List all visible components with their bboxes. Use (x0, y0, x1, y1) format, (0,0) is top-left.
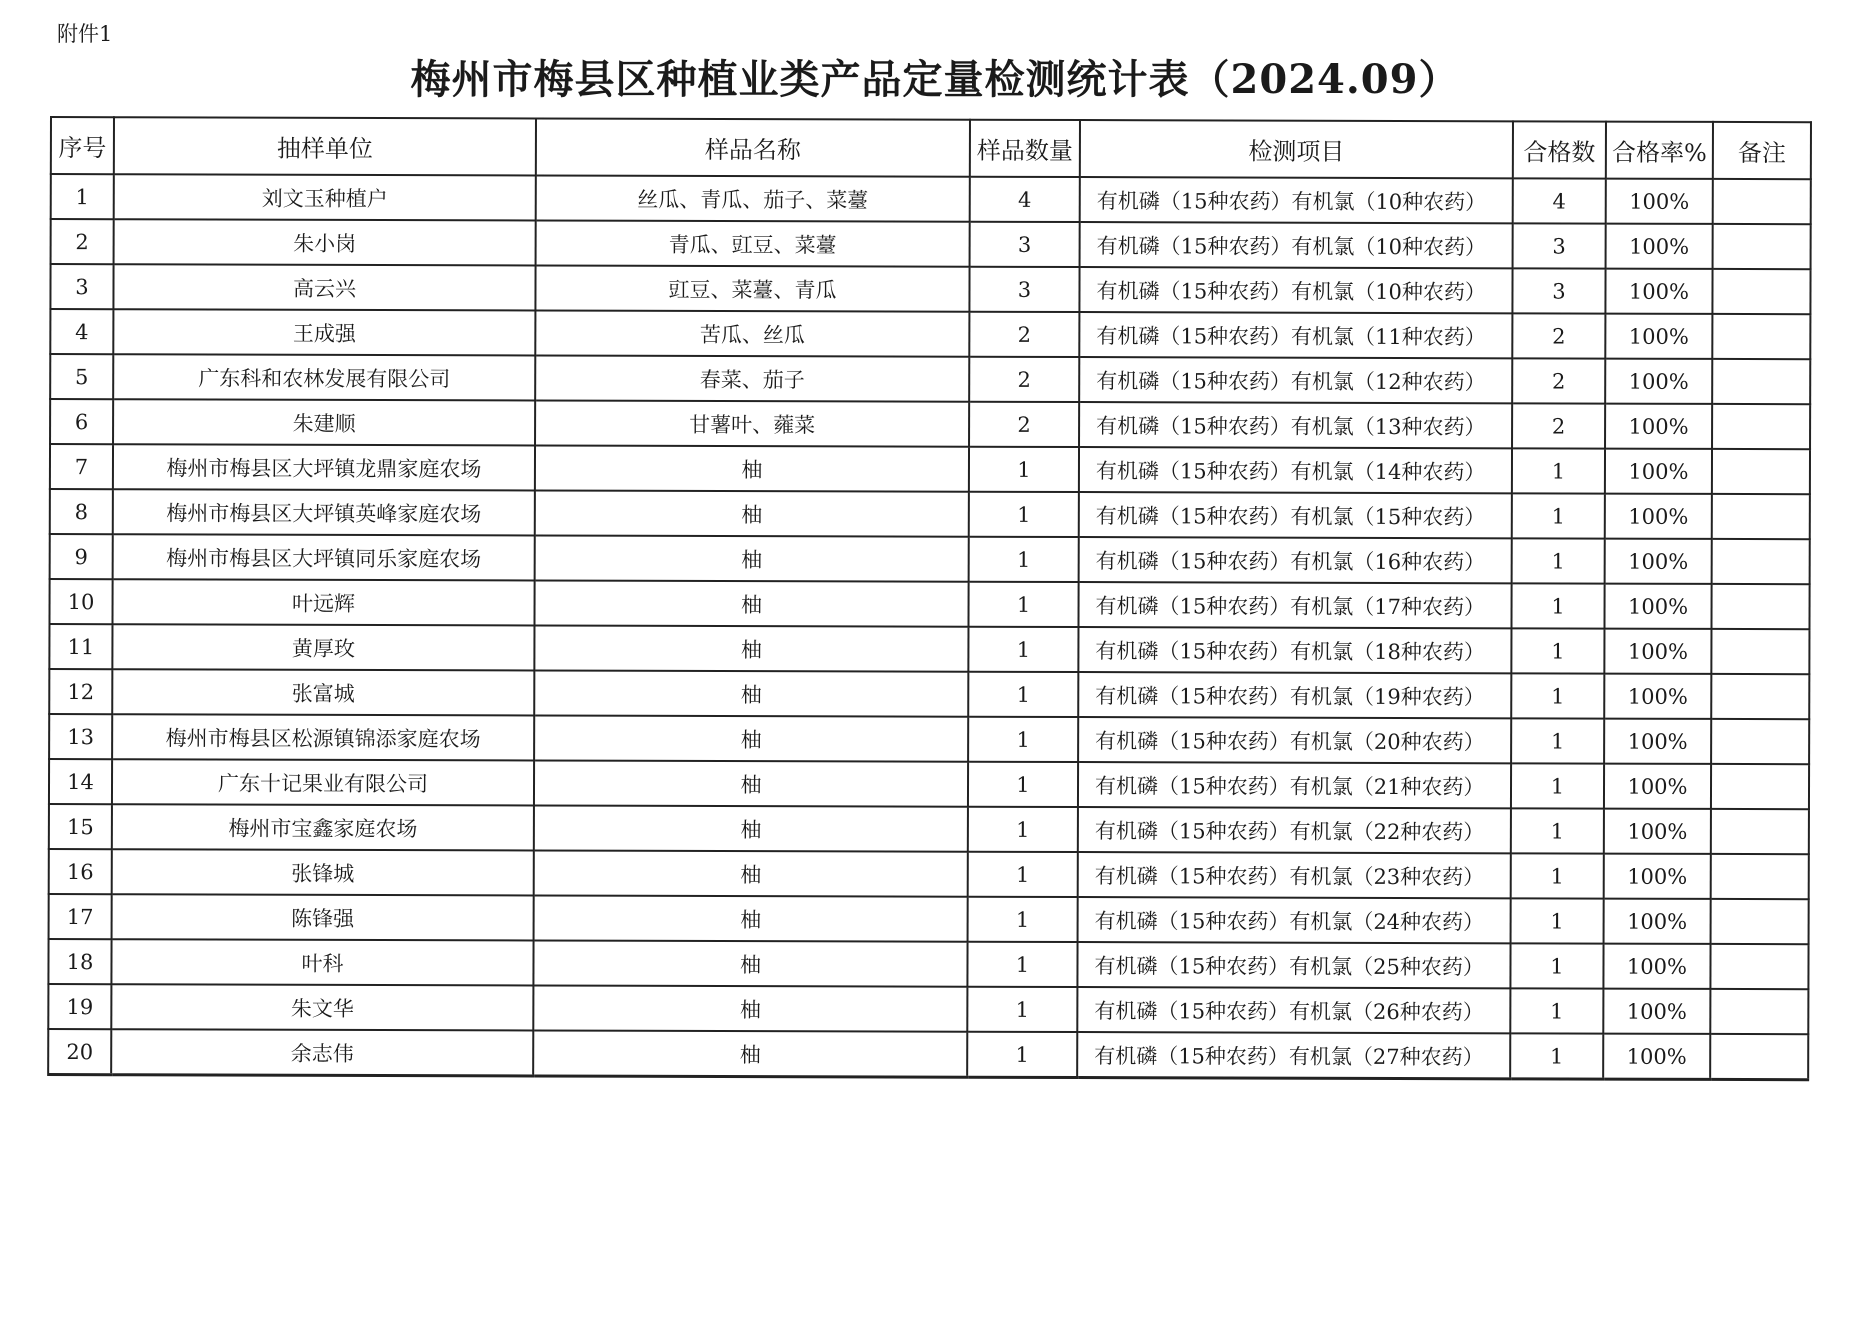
qualified-count-cell: 4 (1513, 178, 1606, 223)
sample-name-cell: 柚 (534, 805, 968, 851)
pass-rate-cell: 100% (1603, 944, 1710, 989)
sample-quantity-cell: 1 (968, 852, 1078, 897)
sampling-unit-cell: 梅州市梅县区松源镇锦添家庭农场 (112, 714, 534, 760)
qualified-count-cell: 1 (1512, 493, 1605, 538)
sample-name-cell: 柚 (534, 625, 968, 671)
pass-rate-cell: 100% (1605, 494, 1712, 539)
table-body (48, 174, 1811, 1080)
document-title: 梅州市梅县区种植业类产品定量检测统计表（2024.09） (410, 56, 1460, 103)
sampling-unit-cell: 梅州市梅县区大坪镇龙鼎家庭农场 (113, 444, 535, 490)
qualified-count-cell: 2 (1512, 358, 1605, 403)
serial-number-cell: 20 (48, 1029, 111, 1075)
sample-name-cell: 柚 (534, 895, 968, 941)
sample-name-cell: 柚 (533, 940, 967, 986)
pass-rate-cell: 100% (1604, 899, 1711, 944)
serial-number-cell: 14 (49, 759, 112, 804)
sampling-unit-cell: 广东十记果业有限公司 (112, 759, 534, 805)
pass-rate-cell: 100% (1605, 269, 1712, 314)
header-cell: 备注 (1713, 122, 1811, 179)
sample-name-cell: 青瓜、豇豆、菜薹 (536, 220, 970, 266)
pass-rate-cell: 100% (1606, 224, 1713, 269)
serial-number-cell: 3 (50, 264, 113, 309)
serial-number-cell: 18 (48, 939, 111, 984)
test-items-cell: 有机磷（15种农药）有机氯（20种农药） (1078, 717, 1511, 763)
sampling-unit-cell: 王成强 (113, 309, 535, 355)
sample-quantity-cell: 3 (970, 222, 1080, 267)
qualified-count-cell: 1 (1510, 943, 1603, 988)
serial-number-cell: 10 (49, 579, 112, 624)
test-items-cell: 有机磷（15种农药）有机氯（15种农药） (1079, 492, 1512, 538)
sampling-unit-cell: 余志伟 (111, 1029, 533, 1076)
sample-quantity-cell: 1 (968, 627, 1078, 672)
table-row (51, 219, 1811, 269)
sample-quantity-cell: 1 (967, 1032, 1077, 1078)
remarks-cell (1710, 1034, 1808, 1080)
sample-quantity-cell: 3 (969, 267, 1079, 312)
sample-name-cell: 柚 (535, 490, 969, 536)
qualified-count-cell: 1 (1511, 673, 1604, 718)
qualified-count-cell: 2 (1512, 313, 1605, 358)
pass-rate-cell: 100% (1605, 359, 1712, 404)
sample-quantity-cell: 2 (969, 402, 1079, 447)
sample-quantity-cell: 1 (968, 762, 1078, 807)
sample-name-cell: 春菜、茄子 (535, 355, 969, 401)
table-row (48, 984, 1808, 1034)
remarks-cell (1711, 584, 1809, 629)
serial-number-cell: 15 (49, 804, 112, 849)
qualified-count-cell: 3 (1513, 223, 1606, 268)
remarks-cell (1711, 764, 1809, 809)
pass-rate-cell: 100% (1603, 1034, 1710, 1080)
sampling-unit-cell: 广东科和农林发展有限公司 (113, 354, 535, 400)
serial-number-cell: 1 (51, 174, 114, 219)
test-items-cell: 有机磷（15种农药）有机氯（16种农药） (1079, 537, 1512, 583)
header-cell: 检测项目 (1080, 120, 1513, 178)
sampling-unit-cell: 朱建顺 (113, 399, 535, 445)
remarks-cell (1712, 269, 1810, 314)
qualified-count-cell: 3 (1512, 268, 1605, 313)
table-row (49, 804, 1809, 854)
table-row (50, 309, 1810, 359)
sampling-unit-cell: 高云兴 (113, 264, 535, 310)
sample-quantity-cell: 1 (968, 672, 1078, 717)
remarks-cell (1713, 224, 1811, 269)
sample-name-cell: 苦瓜、丝瓜 (535, 310, 969, 356)
pass-rate-cell: 100% (1606, 179, 1713, 224)
table-row (49, 579, 1809, 629)
serial-number-cell: 13 (49, 714, 112, 759)
remarks-cell (1712, 494, 1810, 539)
sample-quantity-cell: 1 (969, 492, 1079, 537)
table-row (48, 1029, 1808, 1080)
remarks-cell (1712, 449, 1810, 494)
sampling-unit-cell: 叶科 (111, 939, 533, 985)
qualified-count-cell: 1 (1512, 448, 1605, 493)
pass-rate-cell: 100% (1605, 404, 1712, 449)
serial-number-cell: 17 (49, 894, 112, 939)
sampling-unit-cell: 朱小岗 (114, 219, 536, 265)
table-row (49, 624, 1809, 674)
sample-quantity-cell: 4 (970, 177, 1080, 222)
test-items-cell: 有机磷（15种农药）有机氯（22种农药） (1078, 807, 1511, 853)
test-items-cell: 有机磷（15种农药）有机氯（10种农药） (1080, 177, 1513, 223)
serial-number-cell: 11 (49, 624, 112, 669)
remarks-cell (1710, 989, 1808, 1034)
sample-name-cell: 柚 (534, 715, 968, 761)
pass-rate-cell: 100% (1604, 854, 1711, 899)
table-row (51, 174, 1811, 224)
test-items-cell: 有机磷（15种农药）有机氯（10种农药） (1080, 222, 1513, 268)
remarks-cell (1711, 899, 1809, 944)
sample-name-cell: 柚 (535, 445, 969, 491)
sample-name-cell: 柚 (535, 535, 969, 581)
pass-rate-cell: 100% (1604, 674, 1711, 719)
test-items-cell: 有机磷（15种农药）有机氯（11种农药） (1079, 312, 1512, 358)
sampling-unit-cell: 梅州市梅县区大坪镇英峰家庭农场 (113, 489, 535, 535)
remarks-cell (1713, 179, 1811, 224)
sample-quantity-cell: 2 (969, 357, 1079, 402)
inspection-statistics-table (47, 116, 1812, 1081)
attachment-label: 附件1 (57, 22, 113, 46)
table-header-row (51, 117, 1811, 179)
sample-name-cell: 柚 (534, 850, 968, 896)
remarks-cell (1712, 539, 1810, 584)
test-items-cell: 有机磷（15种农药）有机氯（21种农药） (1078, 762, 1511, 808)
sample-name-cell: 柚 (534, 580, 968, 626)
table-row (49, 894, 1809, 944)
serial-number-cell: 6 (50, 399, 113, 444)
table-row (50, 489, 1810, 539)
sample-quantity-cell: 1 (968, 717, 1078, 762)
sample-name-cell: 柚 (533, 1030, 967, 1077)
test-items-cell: 有机磷（15种农药）有机氯（10种农药） (1079, 267, 1512, 313)
test-items-cell: 有机磷（15种农药）有机氯（17种农药） (1078, 582, 1511, 628)
pass-rate-cell: 100% (1605, 449, 1712, 494)
table-row (48, 939, 1808, 989)
test-items-cell: 有机磷（15种农药）有机氯（12种农药） (1079, 357, 1512, 403)
sample-quantity-cell: 1 (968, 582, 1078, 627)
sampling-unit-cell: 张锋城 (112, 849, 534, 895)
pass-rate-cell: 100% (1603, 989, 1710, 1034)
sampling-unit-cell: 梅州市梅县区大坪镇同乐家庭农场 (113, 534, 535, 580)
serial-number-cell: 7 (50, 444, 113, 489)
sample-name-cell: 柚 (534, 670, 968, 716)
serial-number-cell: 8 (50, 489, 113, 534)
remarks-cell (1711, 809, 1809, 854)
test-items-cell: 有机磷（15种农药）有机氯（27种农药） (1077, 1032, 1510, 1079)
header-cell: 序号 (51, 117, 114, 174)
test-items-cell: 有机磷（15种农药）有机氯（18种农药） (1078, 627, 1511, 673)
header-cell: 合格率% (1606, 122, 1713, 179)
remarks-cell (1711, 854, 1809, 899)
test-items-cell: 有机磷（15种农药）有机氯（13种农药） (1079, 402, 1512, 448)
remarks-cell (1712, 314, 1810, 359)
serial-number-cell: 5 (50, 354, 113, 399)
remarks-cell (1710, 944, 1808, 989)
qualified-count-cell: 1 (1511, 763, 1604, 808)
sampling-unit-cell: 黄厚玫 (112, 624, 534, 670)
table-row (50, 444, 1810, 494)
pass-rate-cell: 100% (1604, 719, 1711, 764)
qualified-count-cell: 1 (1511, 718, 1604, 763)
qualified-count-cell: 1 (1511, 898, 1604, 943)
serial-number-cell: 19 (48, 984, 111, 1029)
sample-name-cell: 丝瓜、青瓜、茄子、菜薹 (536, 175, 970, 221)
pass-rate-cell: 100% (1604, 764, 1711, 809)
qualified-count-cell: 1 (1510, 988, 1603, 1033)
test-items-cell: 有机磷（15种农药）有机氯（14种农药） (1079, 447, 1512, 493)
sample-quantity-cell: 1 (969, 447, 1079, 492)
qualified-count-cell: 1 (1510, 1033, 1603, 1079)
qualified-count-cell: 2 (1512, 403, 1605, 448)
sampling-unit-cell: 朱文华 (111, 984, 533, 1030)
qualified-count-cell: 1 (1512, 538, 1605, 583)
test-items-cell: 有机磷（15种农药）有机氯（24种农药） (1078, 897, 1511, 943)
sample-quantity-cell: 1 (967, 987, 1077, 1032)
table-row (50, 354, 1810, 404)
sampling-unit-cell: 陈锋强 (112, 894, 534, 940)
sample-quantity-cell: 2 (969, 312, 1079, 357)
remarks-cell (1712, 359, 1810, 404)
table-row (49, 849, 1809, 899)
table-row (49, 759, 1809, 809)
serial-number-cell: 16 (49, 849, 112, 894)
table-row (49, 714, 1809, 764)
sample-quantity-cell: 1 (968, 807, 1078, 852)
pass-rate-cell: 100% (1605, 314, 1712, 359)
pass-rate-cell: 100% (1604, 809, 1711, 854)
test-items-cell: 有机磷（15种农药）有机氯（25种农药） (1077, 942, 1510, 988)
remarks-cell (1711, 674, 1809, 719)
qualified-count-cell: 1 (1511, 853, 1604, 898)
pass-rate-cell: 100% (1605, 539, 1712, 584)
remarks-cell (1712, 404, 1810, 449)
qualified-count-cell: 1 (1511, 808, 1604, 853)
remarks-cell (1711, 719, 1809, 764)
table-row (50, 534, 1810, 584)
remarks-cell (1711, 629, 1809, 674)
sample-quantity-cell: 1 (968, 897, 1078, 942)
serial-number-cell: 12 (49, 669, 112, 714)
header-cell: 样品名称 (536, 118, 970, 176)
sample-name-cell: 柚 (534, 760, 968, 806)
header-cell: 合格数 (1513, 121, 1606, 178)
pass-rate-cell: 100% (1604, 584, 1711, 629)
test-items-cell: 有机磷（15种农药）有机氯（23种农药） (1078, 852, 1511, 898)
test-items-cell: 有机磷（15种农药）有机氯（19种农药） (1078, 672, 1511, 718)
sampling-unit-cell: 张富城 (112, 669, 534, 715)
sample-quantity-cell: 1 (969, 537, 1079, 582)
header-cell: 样品数量 (970, 120, 1080, 177)
qualified-count-cell: 1 (1511, 628, 1604, 673)
sampling-unit-cell: 刘文玉种植户 (114, 174, 536, 220)
qualified-count-cell: 1 (1511, 583, 1604, 628)
sample-name-cell: 柚 (533, 985, 967, 1031)
table-row (49, 669, 1809, 719)
serial-number-cell: 9 (50, 534, 113, 579)
sample-name-cell: 甘薯叶、蕹菜 (535, 400, 969, 446)
sample-quantity-cell: 1 (967, 942, 1077, 987)
test-items-cell: 有机磷（15种农药）有机氯（26种农药） (1077, 987, 1510, 1033)
serial-number-cell: 4 (50, 309, 113, 354)
table-row (50, 264, 1810, 314)
sample-name-cell: 豇豆、菜薹、青瓜 (535, 265, 969, 311)
sampling-unit-cell: 梅州市宝鑫家庭农场 (112, 804, 534, 850)
table-row (50, 399, 1810, 449)
serial-number-cell: 2 (51, 219, 114, 264)
pass-rate-cell: 100% (1604, 629, 1711, 674)
header-cell: 抽样单位 (114, 117, 536, 175)
sampling-unit-cell: 叶远辉 (112, 579, 534, 625)
